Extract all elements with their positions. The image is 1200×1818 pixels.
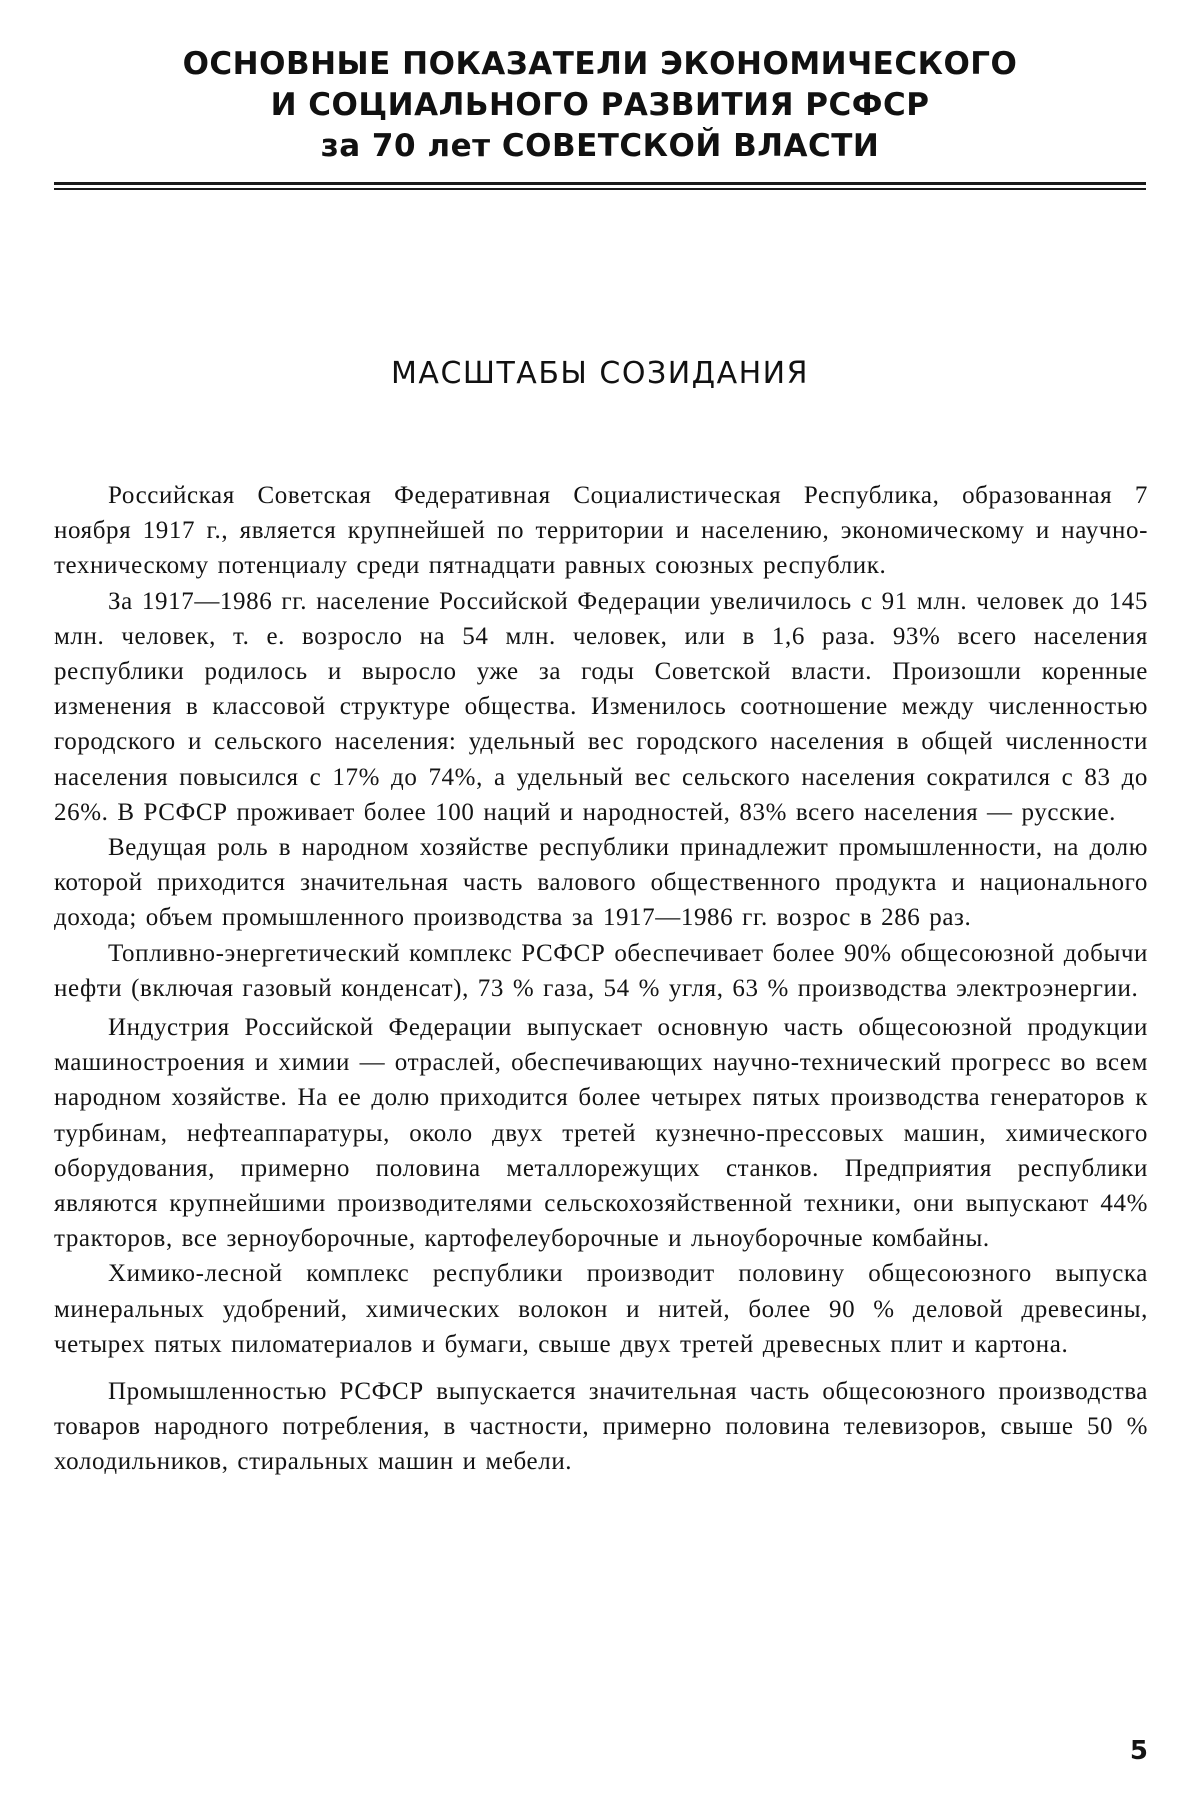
heading-divider-thin <box>54 188 1146 190</box>
paragraph-population: За 1917—1986 гг. население Российской Федерации увеличилось с 91 млн. человек до 145 млн. человек, т. е. возросло на 54 млн. человек, или в 1,6 раза. 93% всего населения республики родилось и выросло уже за годы Советской власти. Произошли коренные изменения в классовой структуре общества. Изменилось соотношение между численностью городского и сельского населения: удельный вес городского населения в общей численности населения повысился с 17% до 74%, а удельный вес сельского населения сократился с 83 до 26%. В РСФСР проживает более 100 наций и народностей, 83% всего населения — русские. <box>54 587 1148 826</box>
heading-line-2: И СОЦИАЛЬНОГО РАЗВИТИЯ РСФСР <box>270 87 930 123</box>
paragraph-chemical-forest: Химико-лесной комплекс республики производит половину общесоюзного выпуска минеральных удобрений, химических волокон и нитей, более 90 % деловой древесины, четырех пятых пиломатериалов и бумаги, свыше двух третей древесных плит и картона. <box>54 1260 1148 1358</box>
section-title: МАСШТАБЫ СОЗИДАНИЯ <box>391 356 809 391</box>
heading-line-1: ОСНОВНЫЕ ПОКАЗАТЕЛИ ЭКОНОМИЧЕСКОГО <box>182 46 1018 82</box>
document-heading <box>0 44 1200 167</box>
paragraph-industry: Ведущая роль в народном хозяйстве республики принадлежит промышленности, на долю которой приходится значительная часть валового общественного продукта и национального дохода; объем промышленного производства за 1917—1986 гг. возрос в 286 раз. <box>54 834 1148 932</box>
paragraph-energy: Топливно-энергетический комплекс РСФСР обеспечивает более 90% общесоюзной добычи нефти (включая газовый конденсат), 73 % газа, 54 % угля, 63 % производства электроэнергии. <box>54 939 1148 1002</box>
paragraph-consumer-goods: Промышленностью РСФСР выпускается значительная часть общесоюзного производства товаров народного потребления, в частности, примерно половина телевизоров, свыше 50 % холодильников, стиральных машин и мебели. <box>54 1378 1148 1476</box>
paragraph-machinery: Индустрия Российской Федерации выпускает основную часть общесоюзной продукции машиностроения и химии — отраслей, обеспечивающих научно-технический прогресс во всем народном хозяйстве. На ее долю приходится более четырех пятых производства генераторов к турбинам, нефтеаппаратуры, около двух третей кузнечно-прессовых машин, химического оборудования, примерно половина металлорежущих станков. Предприятия республики являются крупнейшими производителями сельскохозяйственной техники, они выпускают 44% тракторов, все зерноуборочные, картофелеуборочные и льноуборочные комбайны. <box>54 1014 1148 1253</box>
body-text <box>54 478 1148 1480</box>
heading-divider-thick <box>54 182 1146 185</box>
page-number: 5 <box>1129 1736 1148 1766</box>
paragraph-intro: Российская Советская Федеративная Социалистическая Республика, образованная 7 ноября 1917 г., является крупнейшей по территории и населению, экономическому и научно-техническому потенциалу среди пятнадцати равных союзных республик. <box>54 482 1148 580</box>
heading-line-3: за 70 лет СОВЕТСКОЙ ВЛАСТИ <box>320 128 880 164</box>
